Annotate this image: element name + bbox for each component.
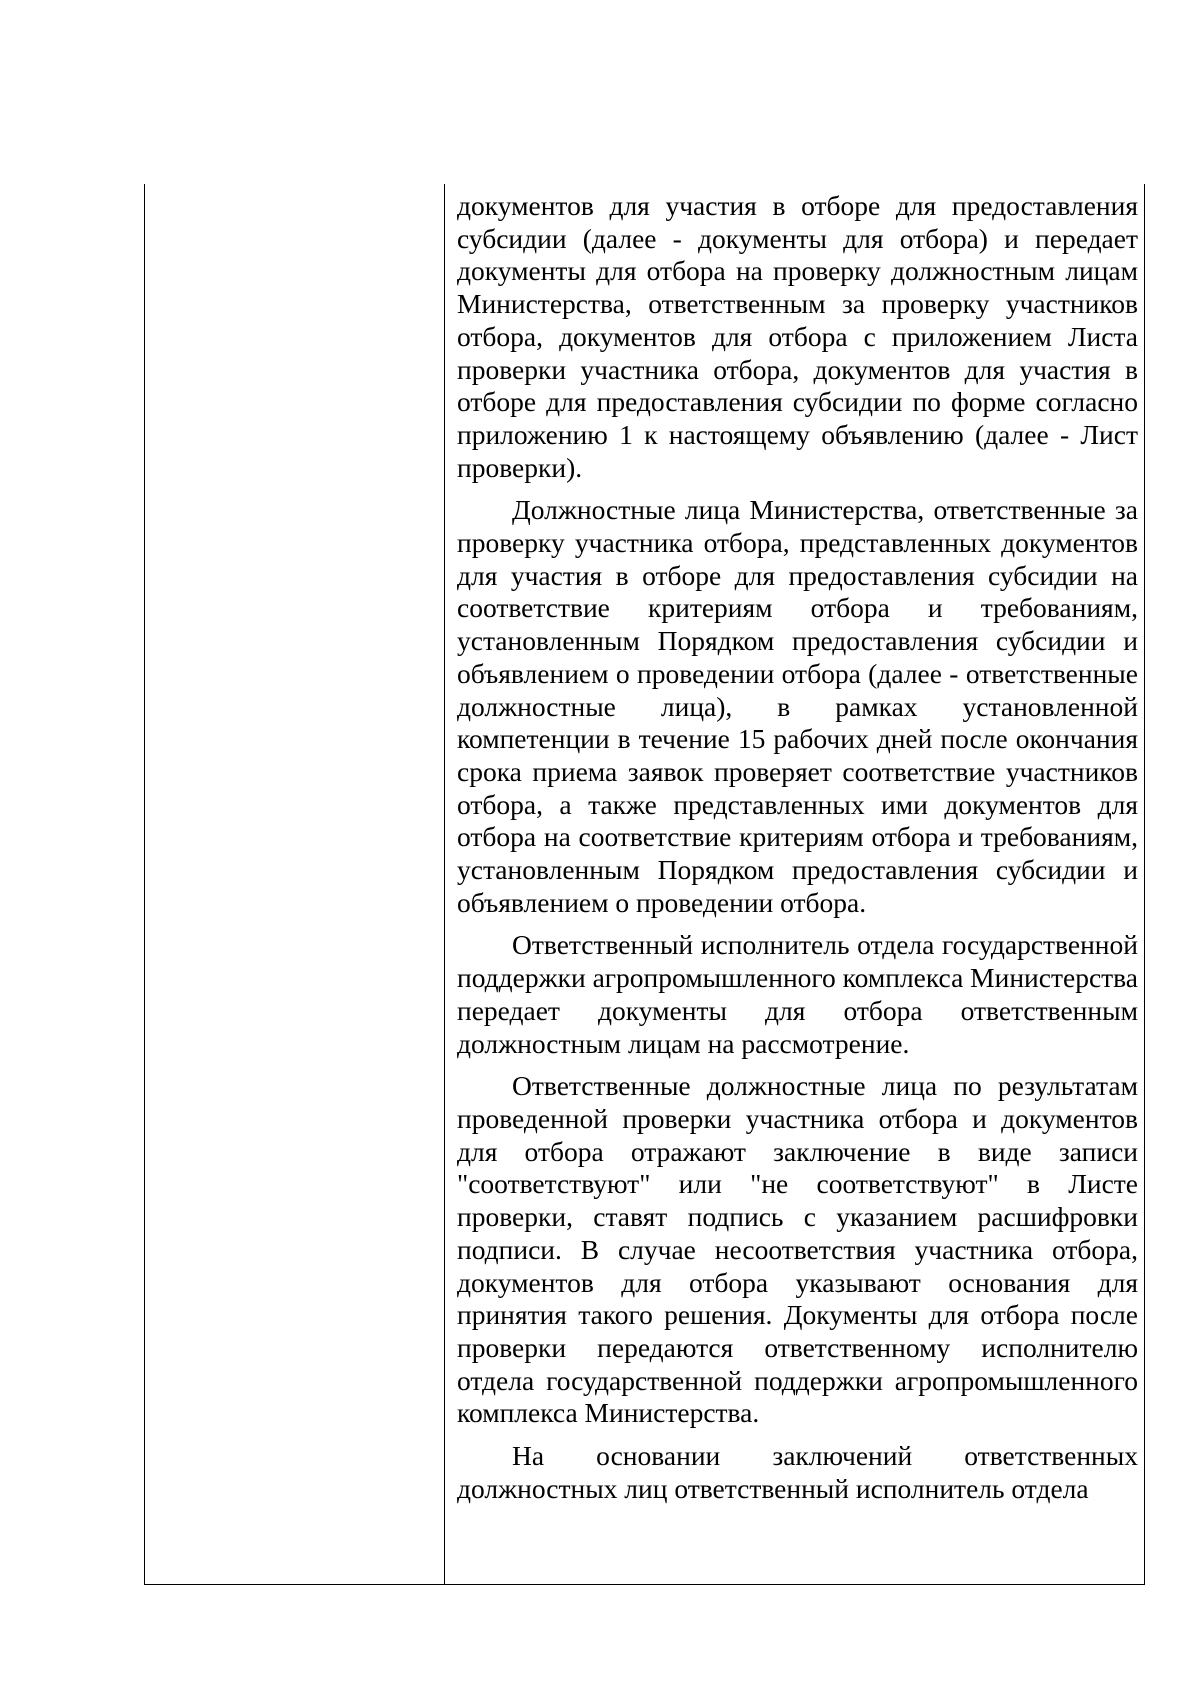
paragraph-check-results: Ответственные должностные лица по результатам проведенной проверки участника отбора и документов для отбора отражают заключение в виде записи "соответствуют" или "не соответствуют" в Листе проверки, ставят подпись с указанием расшифровки подписи. В случае несоответствия участника отбора, документов для отбора указывают основания для принятия такого решения. Документы для отбора после проверки передаются ответственному исполнителю отдела государственной поддержки агропромышленного комплекса Министерства. <box>457 1070 1138 1429</box>
table-left-column <box>145 184 445 1584</box>
paragraph-conclusions: На основании заключений ответственных должностных лиц ответственный исполнитель отдела <box>457 1440 1138 1504</box>
paragraph-documents-transfer: документов для участия в отборе для предоставления субсидии (далее - документы для отбора) и передает документы для отбора на проверку должностным лицам Министерства, ответственным за проверку участников отбора, документов для отбора с приложением Листа проверки участника отбора, документов для участия в отборе для предоставления субсидии по форме согласно приложению 1 к настоящему объявлению (далее - Лист проверки). <box>457 190 1138 483</box>
paragraph-officials-check: Должностные лица Министерства, ответственные за проверку участника отбора, представленных документов для участия в отборе для предоставления субсидии на соответствие критериям отбора и требованиям, установленным Порядком предоставления субсидии и объявлением о проведении отбора (далее - ответственные должностные лица), в рамках установленной компетенции в течение 15 рабочих дней после окончания срока приема заявок проверяет соответствие участников отбора, а также представленных ими документов для отбора на соответствие критериям отбора и требованиям, установленным Порядком предоставления субсидии и объявлением о проведении отбора. <box>457 494 1138 918</box>
table-right-column <box>445 184 1144 1584</box>
paragraph-executor-transfer: Ответственный исполнитель отдела государственной поддержки агропромышленного комплекса Министерства передает документы для отбора ответственным должностным лицам на рассмотрение. <box>457 929 1139 1059</box>
document-table <box>144 184 1145 1585</box>
